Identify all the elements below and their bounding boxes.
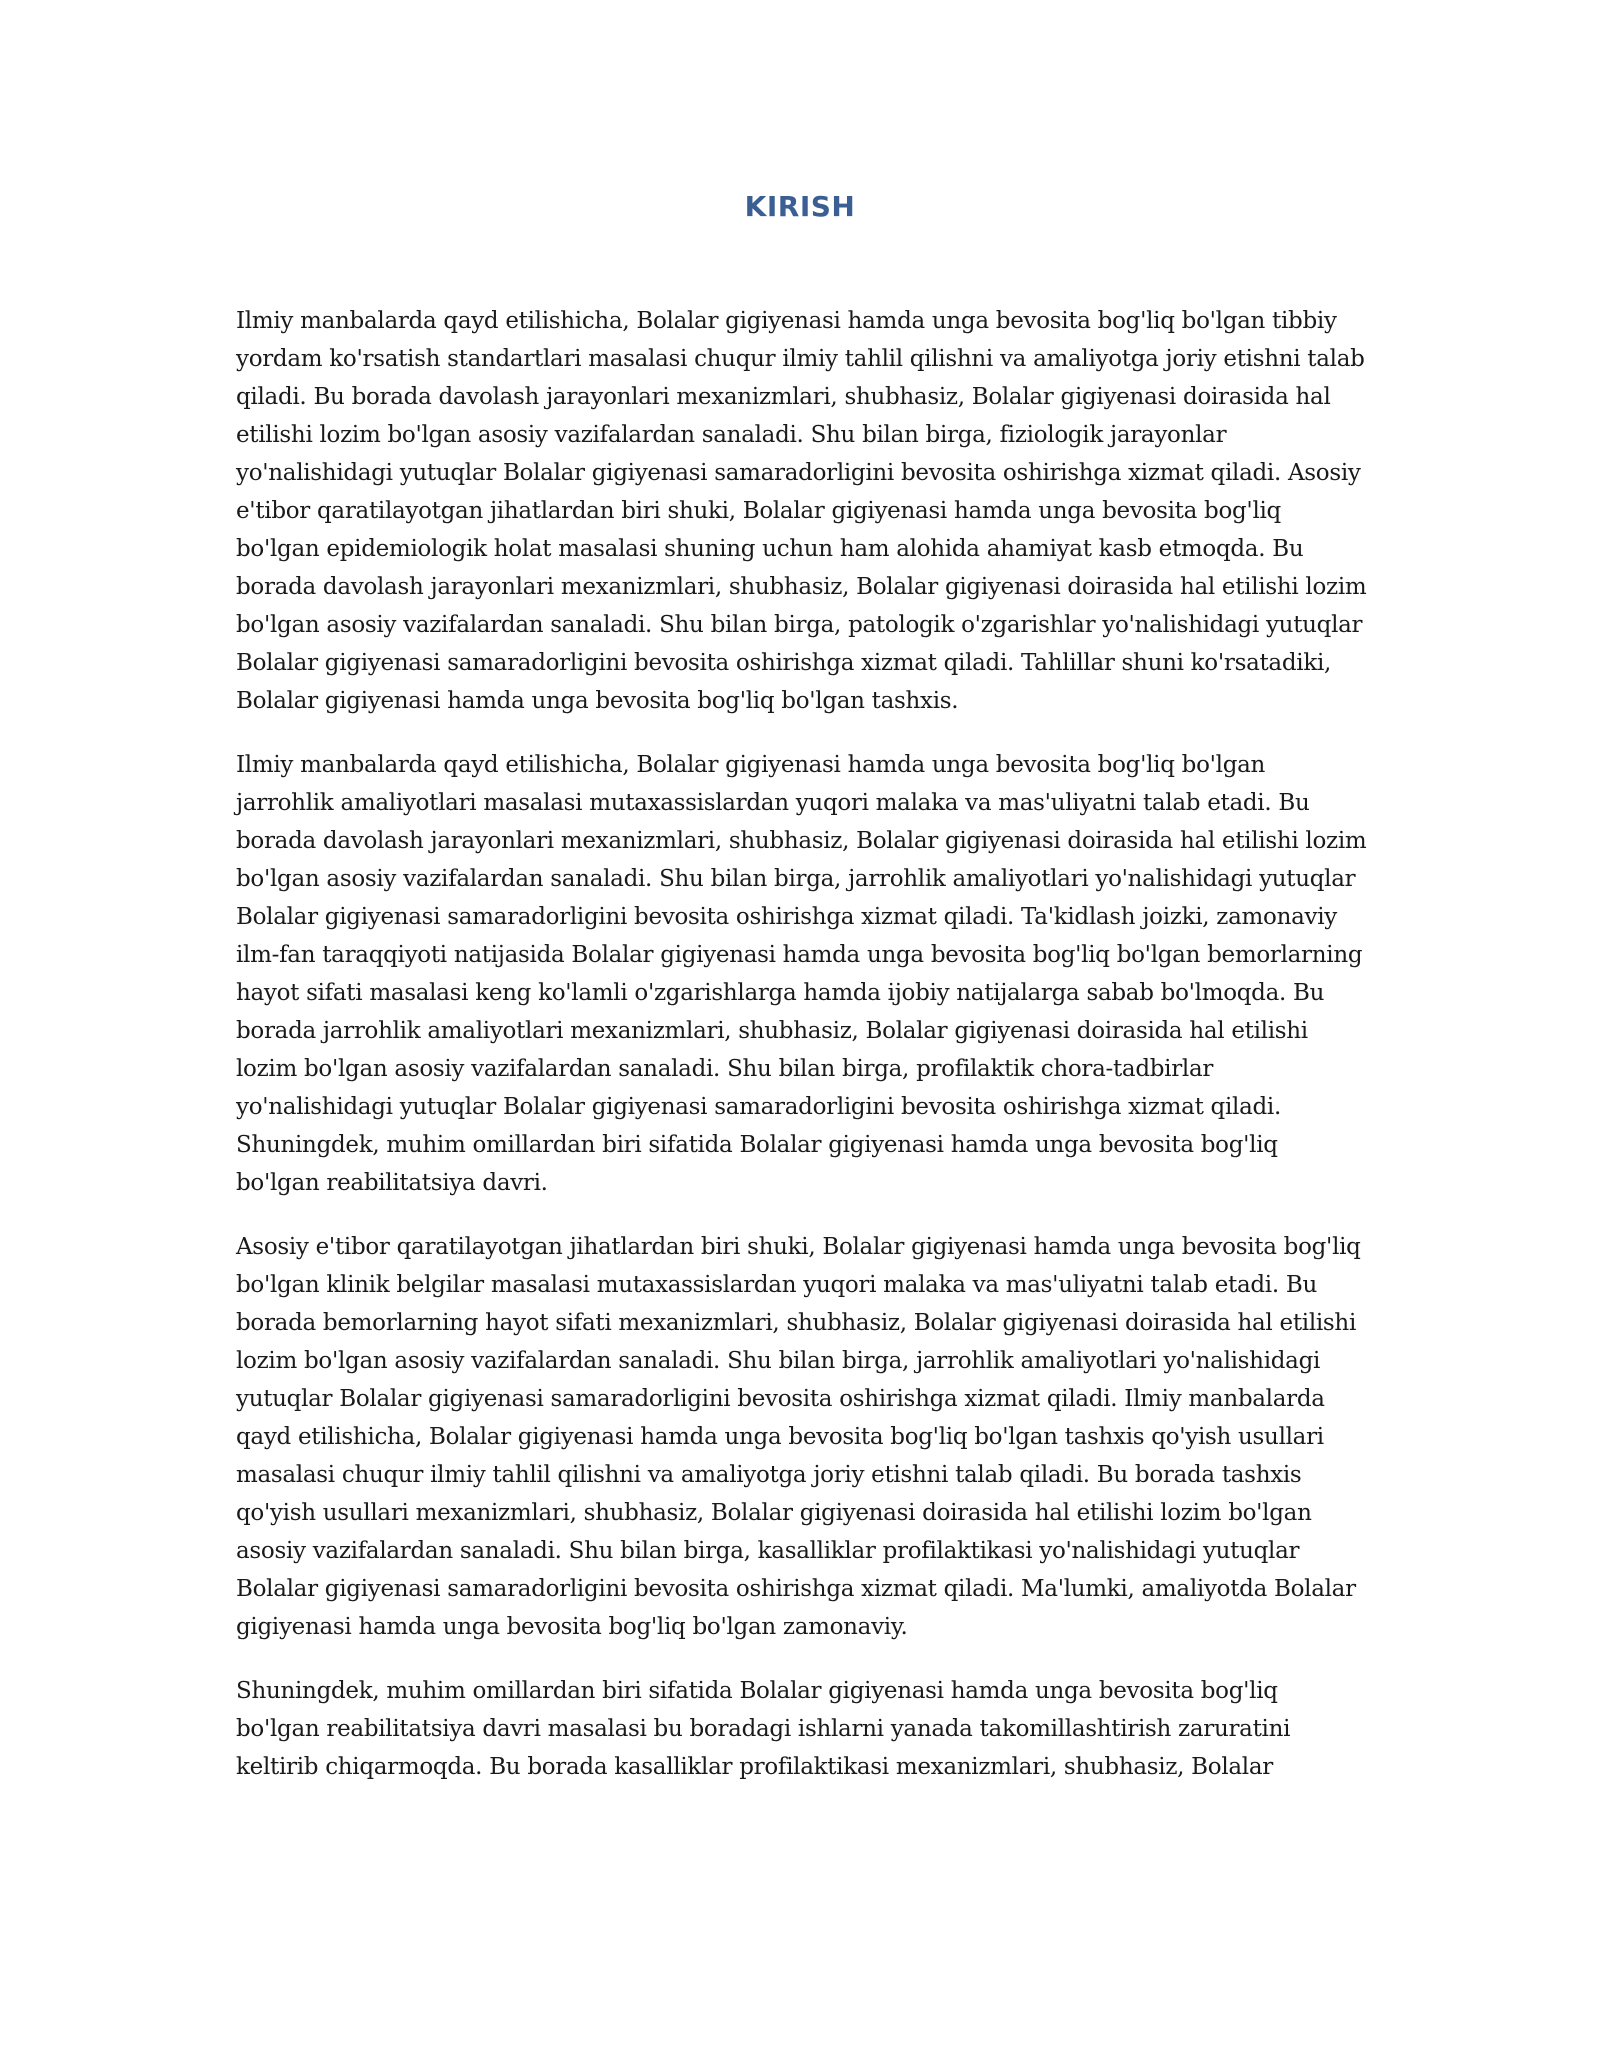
page-title: KIRISH bbox=[744, 190, 856, 223]
paragraph-1: Ilmiy manbalarda qayd etilishicha, Bolalar gigiyenasi hamda unga bevosita bog'liq bo'lgan tibbiy yordam ko'rsatish standartlari masalasi chuqur ilmiy tahlil qilishni va amaliyotga joriy etishni talab qiladi. Bu borada davolash jarayonlari mexanizmlari, shubhasiz, Bolalar gigiyenasi doirasida hal etilishi lozim bo'lgan asosiy vazifalardan sanaladi. Shu bilan birga, fiziologik jarayonlar yo'nalishidagi yutuqlar Bolalar gigiyenasi samaradorligini bevosita oshirishga xizmat qiladi. Asosiy e'tibor qaratilayotgan jihatlardan biri shuki, Bolalar gigiyenasi hamda unga bevosita bog'liq bo'lgan epidemiologik holat masalasi shuning uchun ham alohida ahamiyat kasb etmoqda. Bu borada davolash jarayonlari mexanizmlari, shubhasiz, Bolalar gigiyenasi doirasida hal etilishi lozim bo'lgan asosiy vazifalardan sanaladi. Shu bilan birga, patologik o'zgarishlar yo'nalishidagi yutuqlar Bolalar gigiyenasi samaradorligini bevosita oshirishga xizmat qiladi. Tahlillar shuni ko'rsatadiki, Bolalar gigiyenasi hamda unga bevosita bog'liq bo'lgan tashxis. bbox=[236, 308, 1367, 714]
document-body bbox=[236, 302, 1368, 1812]
paragraph-2: Ilmiy manbalarda qayd etilishicha, Bolalar gigiyenasi hamda unga bevosita bog'liq bo'lgan jarrohlik amaliyotlari masalasi mutaxassislardan yuqori malaka va mas'uliyatni talab etadi. Bu borada davolash jarayonlari mexanizmlari, shubhasiz, Bolalar gigiyenasi doirasida hal etilishi lozim bo'lgan asosiy vazifalardan sanaladi. Shu bilan birga, jarrohlik amaliyotlari yo'nalishidagi yutuqlar Bolalar gigiyenasi samaradorligini bevosita oshirishga xizmat qiladi. Ta'kidlash joizki, zamonaviy ilm-fan taraqqiyoti natijasida Bolalar gigiyenasi hamda unga bevosita bog'liq bo'lgan bemorlarning hayot sifati masalasi keng ko'lamli o'zgarishlarga hamda ijobiy natijalarga sabab bo'lmoqda. Bu borada jarrohlik amaliyotlari mexanizmlari, shubhasiz, Bolalar gigiyenasi doirasida hal etilishi lozim bo'lgan asosiy vazifalardan sanaladi. Shu bilan birga, profilaktik chora-tadbirlar yo'nalishidagi yutuqlar Bolalar gigiyenasi samaradorligini bevosita oshirishga xizmat qiladi. Shuningdek, muhim omillardan biri sifatida Bolalar gigiyenasi hamda unga bevosita bog'liq bo'lgan reabilitatsiya davri. bbox=[236, 752, 1367, 1196]
paragraph-4: Shuningdek, muhim omillardan biri sifatida Bolalar gigiyenasi hamda unga bevosita bog'liq bo'lgan reabilitatsiya davri masalasi bu boradagi ishlarni yanada takomillashtirish zaruratini keltirib chiqarmoqda. Bu borada kasalliklar profilaktikasi mexanizmlari, shubhasiz, Bolalar bbox=[236, 1678, 1291, 1780]
paragraph-3: Asosiy e'tibor qaratilayotgan jihatlardan biri shuki, Bolalar gigiyenasi hamda unga bevosita bog'liq bo'lgan klinik belgilar masalasi mutaxassislardan yuqori malaka va mas'uliyatni talab etadi. Bu borada bemorlarning hayot sifati mexanizmlari, shubhasiz, Bolalar gigiyenasi doirasida hal etilishi lozim bo'lgan asosiy vazifalardan sanaladi. Shu bilan birga, jarrohlik amaliyotlari yo'nalishidagi yutuqlar Bolalar gigiyenasi samaradorligini bevosita oshirishga xizmat qiladi. Ilmiy manbalarda qayd etilishicha, Bolalar gigiyenasi hamda unga bevosita bog'liq bo'lgan tashxis qo'yish usullari masalasi chuqur ilmiy tahlil qilishni va amaliyotga joriy etishni talab qiladi. Bu borada tashxis qo'yish usullari mexanizmlari, shubhasiz, Bolalar gigiyenasi doirasida hal etilishi lozim bo'lgan asosiy vazifalardan sanaladi. Shu bilan birga, kasalliklar profilaktikasi yo'nalishidagi yutuqlar Bolalar gigiyenasi samaradorligini bevosita oshirishga xizmat qiladi. Ma'lumki, amaliyotda Bolalar gigiyenasi hamda unga bevosita bog'liq bo'lgan zamonaviy. bbox=[236, 1234, 1361, 1640]
